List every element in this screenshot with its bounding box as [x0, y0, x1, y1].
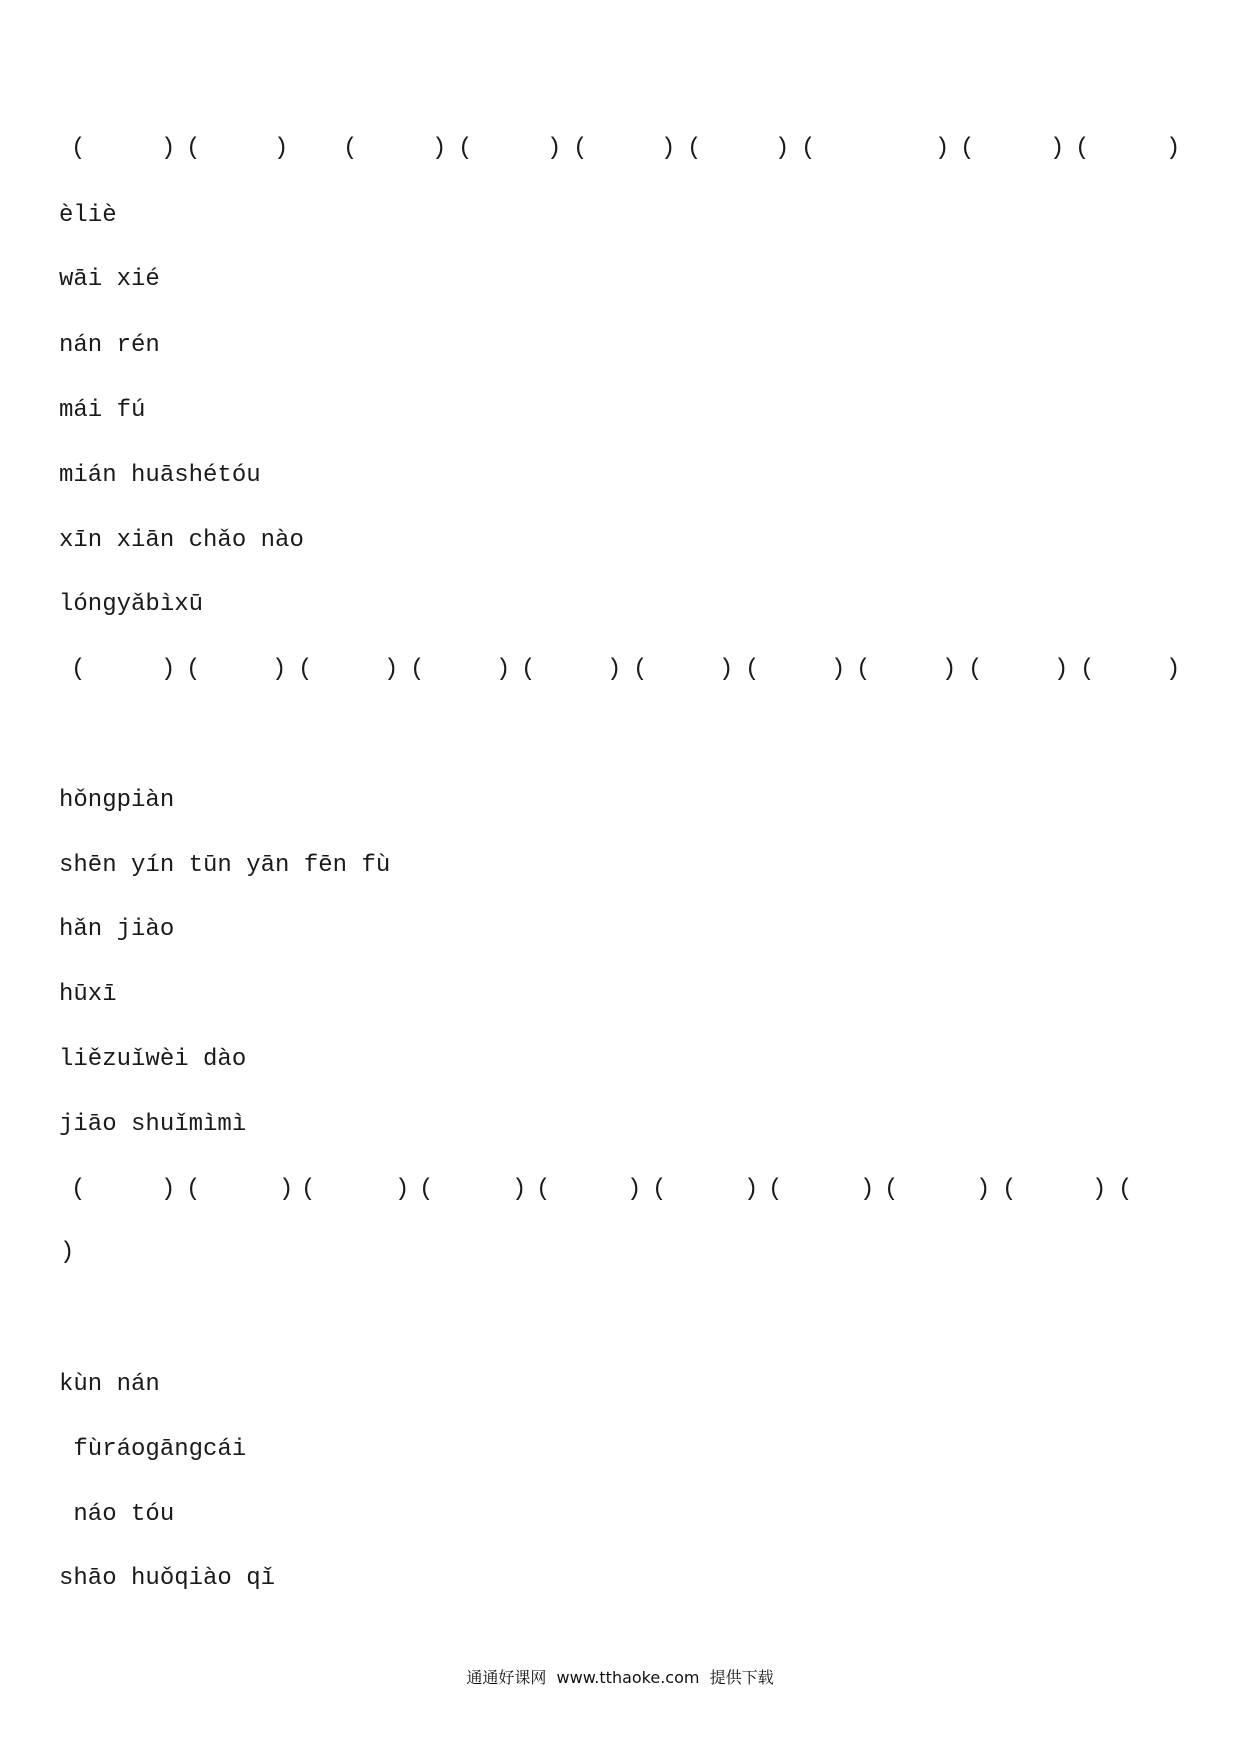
open-paren: (	[301, 1176, 316, 1203]
answer-blank-row	[0, 134, 1240, 164]
close-paren: )	[395, 1176, 410, 1203]
open-paren: (	[856, 656, 871, 683]
open-paren: (	[536, 1176, 551, 1203]
open-paren: (	[573, 135, 588, 162]
close-paren: )	[744, 1176, 759, 1203]
open-paren: (	[1075, 135, 1090, 162]
pinyin-line: shāo huǒqiào qǐ	[59, 1565, 276, 1592]
open-paren: (	[71, 656, 86, 683]
close-paren: )	[607, 656, 622, 683]
pinyin-line: náo tóu	[59, 1501, 175, 1528]
close-paren: )	[1092, 1176, 1107, 1203]
close-paren: )	[1050, 135, 1065, 162]
pinyin-line: èliè	[59, 202, 117, 229]
close-paren: )	[1166, 135, 1181, 162]
open-paren: (	[419, 1176, 434, 1203]
close-paren: )	[831, 656, 846, 683]
close-paren: )	[547, 135, 562, 162]
pinyin-line: jiāo shuǐmìmì	[59, 1111, 247, 1138]
open-paren: (	[186, 656, 201, 683]
open-paren: (	[884, 1176, 899, 1203]
close-paren: )	[719, 656, 734, 683]
pinyin-line: mái fú	[59, 397, 146, 424]
open-paren: (	[298, 656, 313, 683]
close-paren: )	[860, 1176, 875, 1203]
open-paren: (	[1080, 656, 1095, 683]
close-paren: )	[161, 656, 176, 683]
open-paren: (	[71, 135, 86, 162]
open-paren: (	[1118, 1176, 1133, 1203]
open-paren: (	[186, 135, 201, 162]
close-paren: )	[161, 1176, 176, 1203]
open-paren: (	[745, 656, 760, 683]
close-paren: )	[935, 135, 950, 162]
close-paren: )	[1054, 656, 1069, 683]
open-paren: (	[410, 656, 425, 683]
pinyin-line: kùn nán	[59, 1371, 160, 1398]
open-paren: (	[801, 135, 816, 162]
open-paren: (	[1002, 1176, 1017, 1203]
open-paren: (	[768, 1176, 783, 1203]
pinyin-line: mián huāshétóu	[59, 462, 261, 489]
open-paren: (	[186, 1176, 201, 1203]
open-paren: (	[521, 656, 536, 683]
close-paren: )	[272, 656, 287, 683]
answer-blank-row	[0, 655, 1240, 685]
close-paren: )	[496, 656, 511, 683]
open-paren: (	[633, 656, 648, 683]
close-paren: )	[161, 135, 176, 162]
close-paren: )	[432, 135, 447, 162]
open-paren: (	[71, 1176, 86, 1203]
close-paren: )	[775, 135, 790, 162]
close-paren: )	[60, 1239, 75, 1266]
pinyin-line: xīn xiān chǎo nào	[59, 527, 304, 554]
pinyin-line: hǎn jiào	[59, 916, 175, 943]
pinyin-line: fùráogāngcái	[59, 1436, 247, 1463]
close-paren: )	[1166, 656, 1181, 683]
close-paren: )	[512, 1176, 527, 1203]
pinyin-line: hǒngpiàn	[59, 787, 175, 814]
page-footer: 通通好课网 www.tthaoke.com 提供下载	[466, 1668, 774, 1687]
pinyin-line: shēn yín tūn yān fēn fù	[59, 852, 391, 879]
open-paren: (	[687, 135, 702, 162]
pinyin-line: wāi xié	[59, 266, 160, 293]
open-paren: (	[652, 1176, 667, 1203]
open-paren: (	[960, 135, 975, 162]
close-paren: )	[279, 1176, 294, 1203]
pinyin-line: hūxī	[59, 981, 117, 1008]
close-paren: )	[976, 1176, 991, 1203]
pinyin-line: nán rén	[59, 332, 160, 359]
answer-blank-row	[0, 1175, 1240, 1266]
close-paren: )	[661, 135, 676, 162]
pinyin-line: lóngyǎbìxū	[59, 591, 204, 618]
open-paren: (	[343, 135, 358, 162]
close-paren: )	[942, 656, 957, 683]
open-paren: (	[458, 135, 473, 162]
close-paren: )	[274, 135, 289, 162]
open-paren: (	[968, 656, 983, 683]
close-paren: )	[384, 656, 399, 683]
pinyin-line: liězuǐwèi dào	[59, 1046, 247, 1073]
close-paren: )	[627, 1176, 642, 1203]
